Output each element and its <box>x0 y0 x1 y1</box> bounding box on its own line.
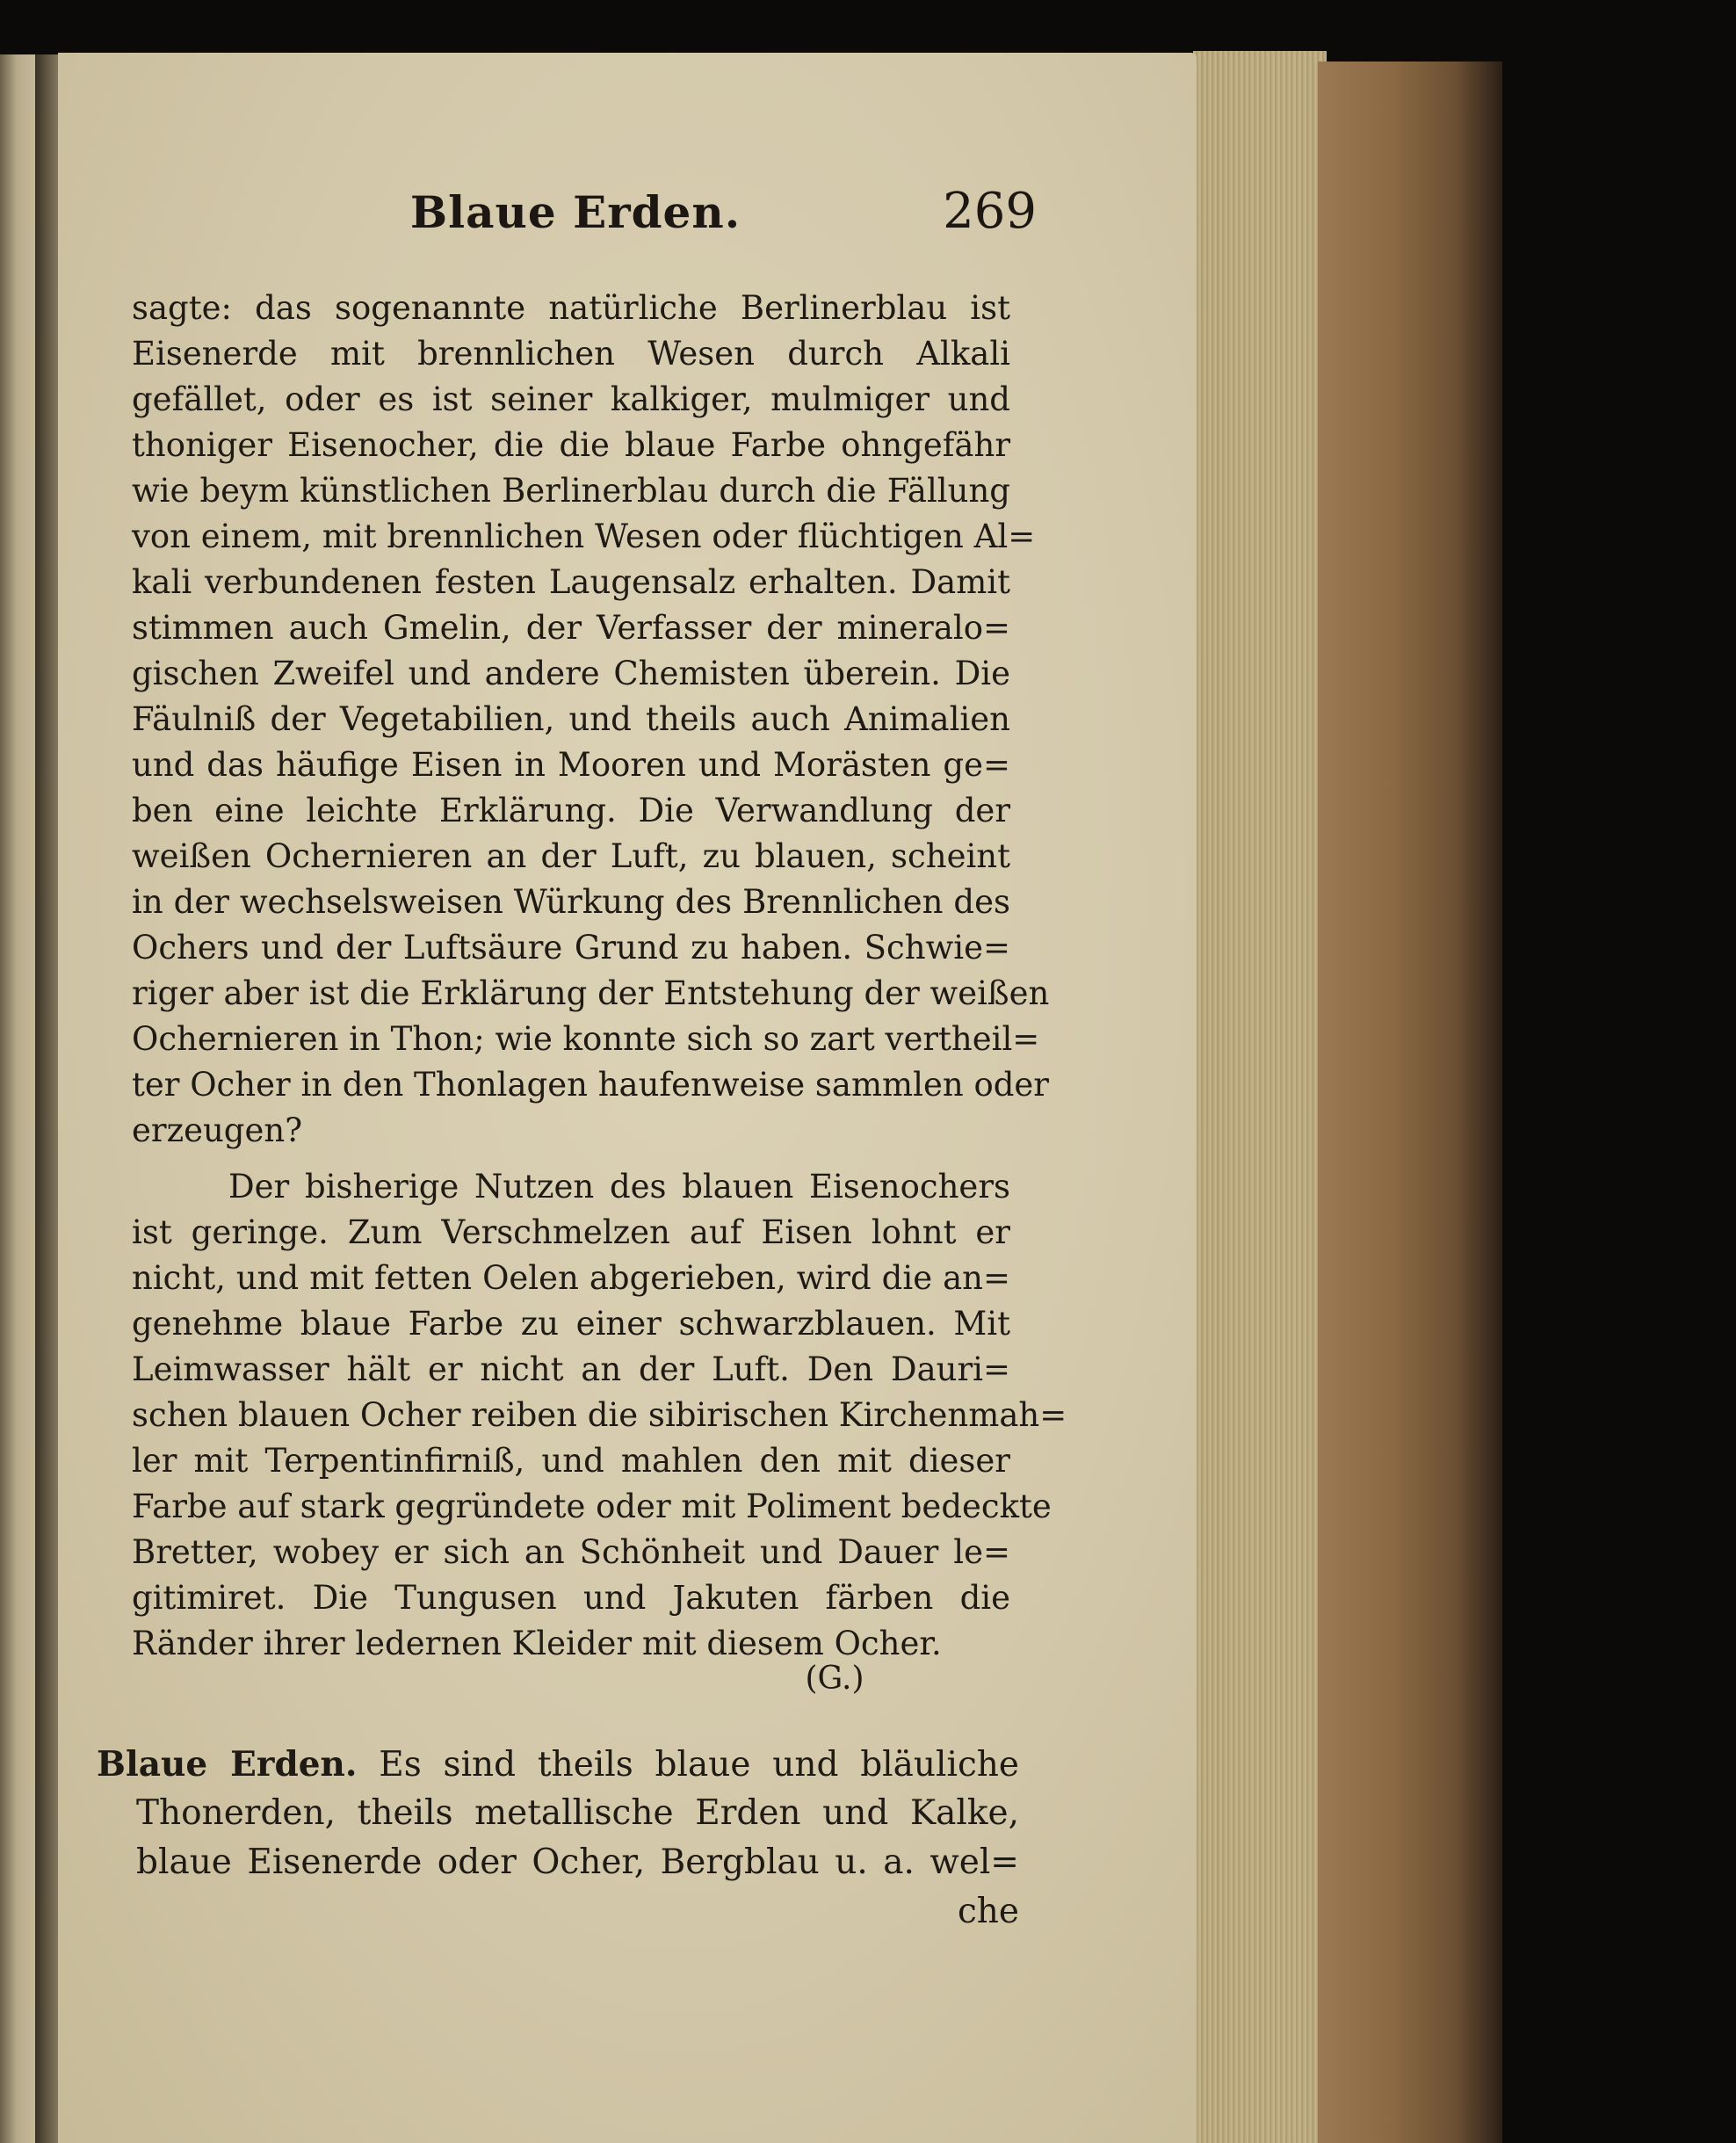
entry-headword: Blaue Erden. <box>97 1744 358 1785</box>
book-cover-edge <box>1318 62 1502 2143</box>
text-line: thoniger Eisenocher, die die blaue Farbe ohngefähr <box>132 426 1010 464</box>
text-line: blaue Eisenerde oder Ocher, Bergblau u. a. wel= <box>136 1843 1019 1882</box>
text-line: ben eine leichte Erklärung. Die Verwandlung der <box>132 792 1010 829</box>
text-line: weißen Ochernieren an der Luft, zu blauen, scheint <box>132 837 1010 875</box>
text-line: gefället, oder es ist seiner kalkiger, mulmiger und <box>132 380 1010 418</box>
text-line: riger aber ist die Erklärung der Entstehung der weißen <box>132 974 1050 1012</box>
text-line: Leimwasser hält er nicht an der Luft. Den Dauri= <box>132 1350 1010 1388</box>
body-text <box>132 286 1067 1667</box>
paragraph-2 <box>132 1164 1067 1667</box>
text-line: Fäulniß der Vegetabilien, und theils auch Animalien <box>132 700 1010 738</box>
text-line: ler mit Terpentinfirniß, und mahlen den mit dieser <box>132 1442 1010 1480</box>
text-line: Der bisherige Nutzen des blauen Eisenochers <box>228 1168 1010 1205</box>
text-line: ist geringe. Zum Verschmelzen auf Eisen lohnt er <box>132 1213 1010 1251</box>
text-line: gischen Zweifel und andere Chemisten überein. Die <box>132 655 1010 692</box>
text-line: erzeugen? <box>132 1111 303 1149</box>
text-line: Bretter, wobey er sich an Schönheit und Dauer le= <box>132 1533 1010 1571</box>
text-line: von einem, mit brennlichen Wesen oder flüchtigen Al= <box>132 518 1036 555</box>
text-line: stimmen auch Gmelin, der Verfasser der mineralo= <box>132 609 1010 647</box>
text-line: genehme blaue Farbe zu einer schwarzblauen. Mit <box>132 1305 1010 1343</box>
running-head: Blaue Erden. <box>409 186 741 238</box>
paragraph-1 <box>132 286 1050 1154</box>
catchword: che <box>957 1892 1019 1931</box>
text-line: Ränder ihrer ledernen Kleider mit diesem Ocher. <box>132 1625 942 1662</box>
text-line: Ochernieren in Thon; wie konnte sich so zart vertheil= <box>132 1020 1040 1058</box>
entry-text: Es sind theils blaue und bläuliche <box>379 1745 1019 1785</box>
entry-first-line <box>97 1740 1019 1789</box>
text-line: kali verbundenen festen Laugensalz erhalten. Damit <box>132 563 1010 601</box>
page-number: 269 <box>943 183 1037 240</box>
text-line: und das häufige Eisen in Mooren und Morästen ge= <box>132 746 1010 784</box>
text-line: sagte: das sogenannte natürliche Berlinerblau ist <box>132 289 1010 327</box>
text-line: schen blauen Ocher reiben die sibirischen Kirchenmah= <box>132 1396 1067 1434</box>
text-line: nicht, und mit fetten Oelen abgerieben, wird die an= <box>132 1259 1010 1297</box>
fore-edge-pages <box>1193 51 1327 2143</box>
text-line: Eisenerde mit brennlichen Wesen durch Alkali <box>132 335 1010 373</box>
text-line: gitimiret. Die Tungusen und Jakuten färben die <box>132 1579 1010 1617</box>
dictionary-entry <box>97 1740 1019 1937</box>
text-line: in der wechselsweisen Würkung des Brennlichen des <box>132 883 1010 921</box>
text-line: Ochers und der Luftsäure Grund zu haben. Schwie= <box>132 929 1010 967</box>
text-line: Thonerden, theils metallische Erden und Kalke, <box>136 1793 1019 1833</box>
signature-initial: (G.) <box>805 1661 864 1697</box>
text-line: Farbe auf stark gegründete oder mit Poliment bedeckte <box>132 1488 1052 1525</box>
text-line: wie beym künstlichen Berlinerblau durch die Fällung <box>132 472 1010 510</box>
text-line: ter Ocher in den Thonlagen haufenweise sammlen oder <box>132 1066 1049 1104</box>
